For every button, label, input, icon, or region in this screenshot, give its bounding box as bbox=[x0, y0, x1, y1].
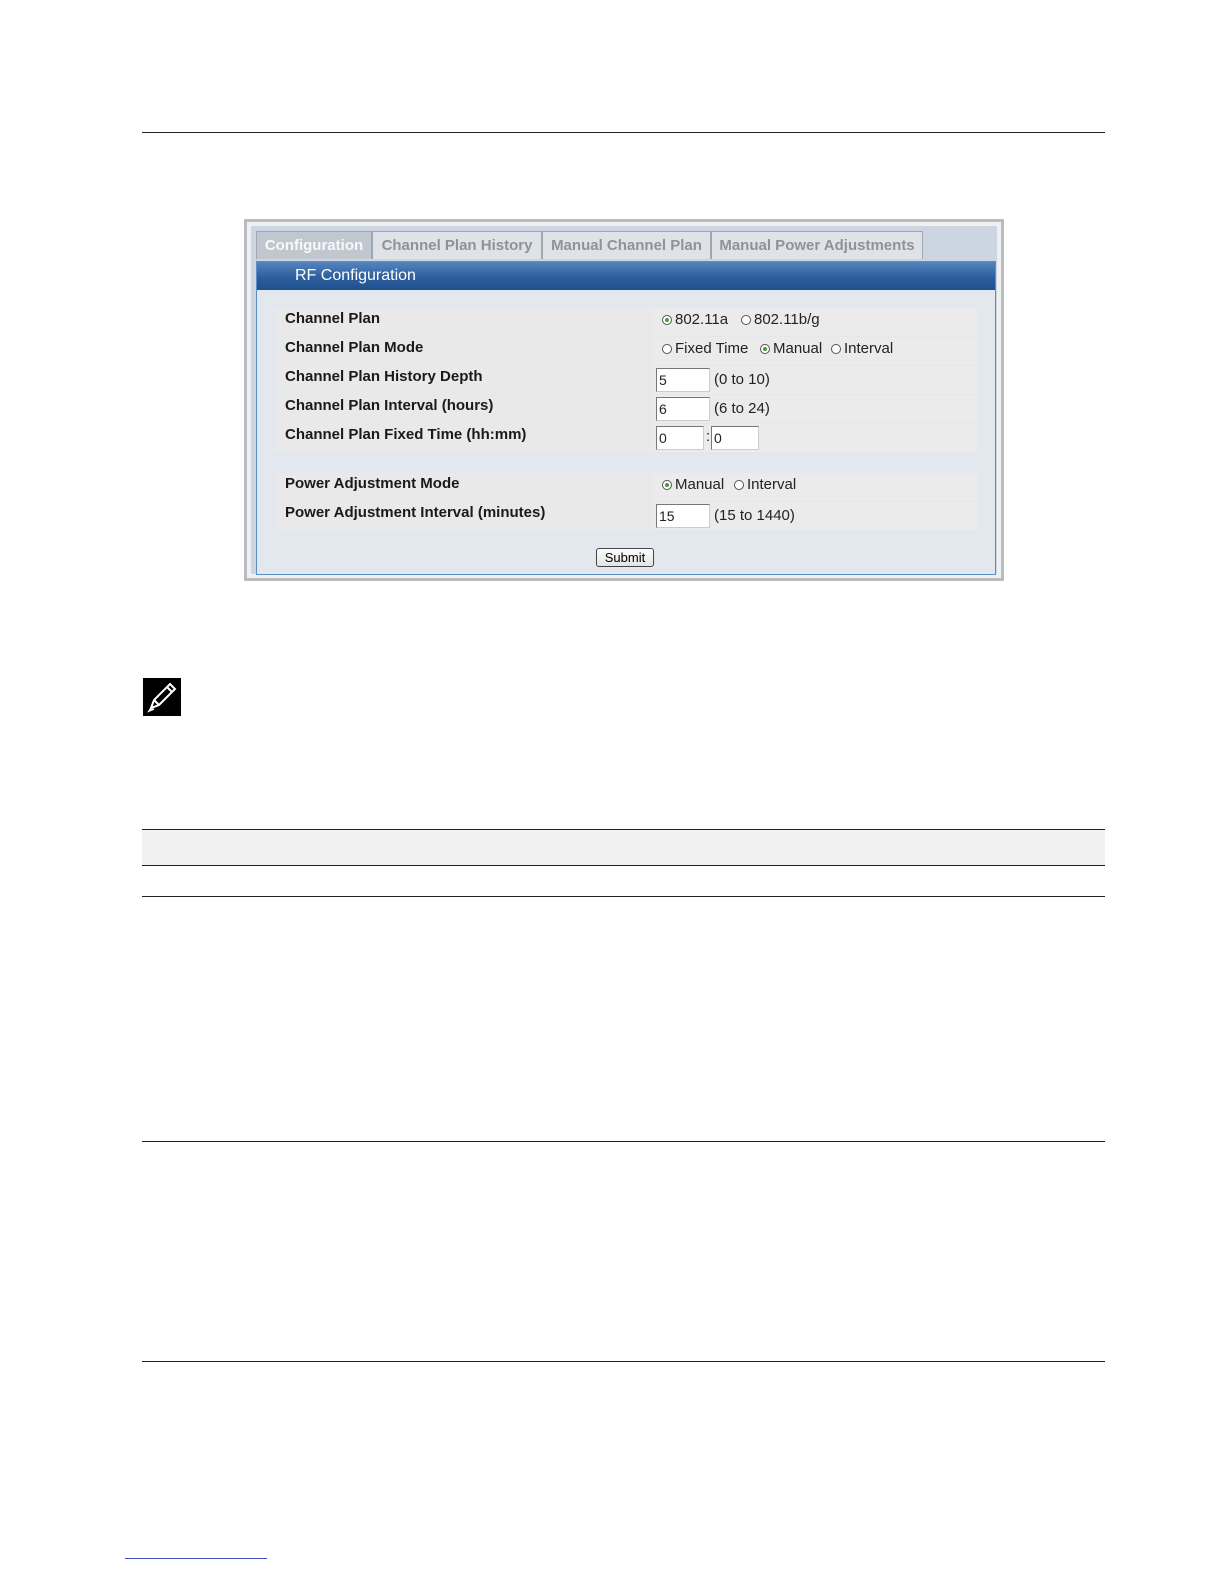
plan-interval-input[interactable]: 6 bbox=[656, 397, 710, 421]
radio-label: Manual bbox=[675, 476, 725, 493]
channel-plan-label: Channel Plan bbox=[275, 308, 653, 336]
plan-interval-value bbox=[655, 395, 977, 423]
page-top-rule bbox=[142, 132, 1105, 133]
table-rule bbox=[142, 896, 1105, 897]
power-mode-value bbox=[655, 473, 977, 501]
plan-interval-label: Channel Plan Interval (hours) bbox=[275, 395, 653, 423]
history-depth-value bbox=[655, 366, 977, 394]
mode-radio-fixed-time[interactable] bbox=[662, 344, 672, 354]
plan-interval-hint: (6 to 24) bbox=[714, 400, 770, 417]
rf-configuration-screenshot bbox=[244, 219, 1004, 581]
tab-manual-power-adjustments[interactable]: Manual Power Adjustments bbox=[711, 231, 923, 259]
panel-title: RF Configuration bbox=[257, 262, 995, 290]
fixed-time-value bbox=[655, 424, 977, 452]
history-depth-row bbox=[275, 366, 977, 394]
power-interval-row bbox=[275, 502, 977, 530]
power-mode-label: Power Adjustment Mode bbox=[275, 473, 653, 501]
channel-plan-row bbox=[275, 308, 977, 336]
power-interval-value bbox=[655, 502, 977, 530]
history-depth-label: Channel Plan History Depth bbox=[275, 366, 653, 394]
power-mode-radio-manual[interactable] bbox=[662, 480, 672, 490]
radio-label: 802.11b/g bbox=[754, 311, 820, 328]
mode-radio-manual[interactable] bbox=[760, 344, 770, 354]
pencil-note-icon bbox=[143, 678, 181, 716]
radio-label: Manual bbox=[773, 340, 823, 357]
radio-label: Fixed Time bbox=[675, 340, 749, 357]
power-interval-label: Power Adjustment Interval (minutes) bbox=[275, 502, 653, 530]
rf-configuration-panel bbox=[256, 261, 996, 575]
fixed-time-row bbox=[275, 424, 977, 452]
submit-button[interactable]: Submit bbox=[596, 548, 654, 567]
history-depth-hint: (0 to 10) bbox=[714, 371, 770, 388]
power-interval-input[interactable]: 15 bbox=[656, 504, 710, 528]
channel-plan-radio-80211a[interactable] bbox=[662, 315, 672, 325]
radio-label: 802.11a bbox=[675, 311, 729, 328]
footer-link-underline[interactable] bbox=[125, 1558, 267, 1559]
table-header-band bbox=[142, 829, 1105, 866]
tab-container bbox=[251, 226, 997, 574]
tab-channel-plan-history[interactable]: Channel Plan History bbox=[372, 231, 542, 259]
fixed-time-label: Channel Plan Fixed Time (hh:mm) bbox=[275, 424, 653, 452]
fixed-time-hours-input[interactable]: 0 bbox=[656, 426, 704, 450]
fixed-time-minutes-input[interactable]: 0 bbox=[711, 426, 759, 450]
channel-plan-mode-row bbox=[275, 337, 977, 365]
radio-label: Interval bbox=[747, 476, 797, 493]
table-rule bbox=[142, 1361, 1105, 1362]
power-interval-hint: (15 to 1440) bbox=[714, 507, 795, 524]
channel-plan-value bbox=[655, 308, 977, 336]
tab-manual-channel-plan[interactable]: Manual Channel Plan bbox=[542, 231, 711, 259]
power-mode-row bbox=[275, 473, 977, 501]
channel-plan-mode-value bbox=[655, 337, 977, 365]
plan-interval-row bbox=[275, 395, 977, 423]
table-rule bbox=[142, 1141, 1105, 1142]
mode-radio-interval[interactable] bbox=[831, 344, 841, 354]
channel-plan-mode-label: Channel Plan Mode bbox=[275, 337, 653, 365]
channel-plan-radio-80211bg[interactable] bbox=[741, 315, 751, 325]
tab-configuration[interactable]: Configuration bbox=[256, 231, 372, 259]
history-depth-input[interactable]: 5 bbox=[656, 368, 710, 392]
radio-label: Interval bbox=[844, 340, 894, 357]
time-separator: : bbox=[706, 428, 711, 445]
power-mode-radio-interval[interactable] bbox=[734, 480, 744, 490]
